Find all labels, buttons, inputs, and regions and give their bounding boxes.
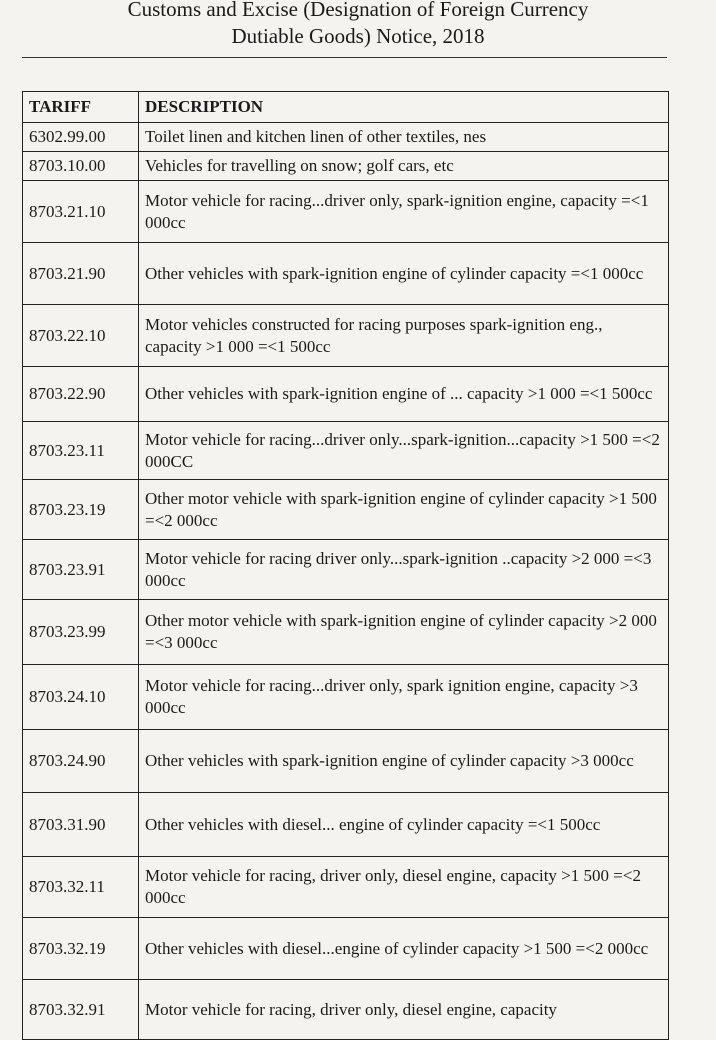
tariff-description: Motor vehicles constructed for racing purposes spark-ignition eng., capacity >1 000 =<1 500cc (139, 305, 669, 367)
tariff-description: Motor vehicle for racing, driver only, diesel engine, capacity >1 500 =<2 000cc (139, 857, 669, 918)
table-row (23, 540, 669, 600)
tariff-code: 8703.21.10 (23, 181, 139, 243)
tariff-description: Toilet linen and kitchen linen of other textiles, nes (139, 123, 669, 152)
column-header-tariff: TARIFF (23, 92, 139, 123)
table-row (23, 730, 669, 793)
tariff-code: 8703.23.99 (23, 600, 139, 665)
tariff-description: Motor vehicle for racing, driver only, diesel engine, capacity (139, 980, 669, 1040)
tariff-description: Motor vehicle for racing...driver only, spark ignition engine, capacity >3 000cc (139, 665, 669, 730)
tariff-description: Other motor vehicle with spark-ignition engine of cylinder capacity >2 000 =<3 000cc (139, 600, 669, 665)
table-row (23, 305, 669, 367)
table-row (23, 243, 669, 305)
tariff-description: Motor vehicle for racing...driver only, spark-ignition engine, capacity =<1 000cc (139, 181, 669, 243)
tariff-description: Motor vehicle for racing driver only...spark-ignition ..capacity >2 000 =<3 000cc (139, 540, 669, 600)
tariff-code: 8703.32.11 (23, 857, 139, 918)
tariff-code: 8703.23.11 (23, 422, 139, 480)
table-row (23, 665, 669, 730)
tariff-code: 8703.21.90 (23, 243, 139, 305)
table-row (23, 367, 669, 422)
tariff-description: Vehicles for travelling on snow; golf cars, etc (139, 152, 669, 181)
document-header (0, 0, 716, 50)
tariff-table (22, 91, 669, 1040)
tariff-code: 6302.99.00 (23, 123, 139, 152)
tariff-code: 8703.32.91 (23, 980, 139, 1040)
table-row (23, 600, 669, 665)
tariff-code: 8703.22.90 (23, 367, 139, 422)
table-row (23, 123, 669, 152)
tariff-description: Motor vehicle for racing...driver only...spark-ignition...capacity >1 500 =<2 000CC (139, 422, 669, 480)
tariff-code: 8703.22.10 (23, 305, 139, 367)
table-row (23, 980, 669, 1040)
tariff-code: 8703.24.90 (23, 730, 139, 793)
tariff-code: 8703.23.91 (23, 540, 139, 600)
tariff-description: Other vehicles with spark-ignition engine of ... capacity >1 000 =<1 500cc (139, 367, 669, 422)
tariff-description: Other motor vehicle with spark-ignition engine of cylinder capacity >1 500 =<2 000cc (139, 480, 669, 540)
table-row (23, 422, 669, 480)
column-header-description: DESCRIPTION (139, 92, 669, 123)
tariff-description: Other vehicles with diesel... engine of cylinder capacity =<1 500cc (139, 793, 669, 857)
tariff-code: 8703.31.90 (23, 793, 139, 857)
tariff-description: Other vehicles with spark-ignition engine of cylinder capacity =<1 000cc (139, 243, 669, 305)
header-line-2: Dutiable Goods) Notice, 2018 (231, 24, 485, 48)
table-header-row (23, 92, 669, 123)
tariff-description: Other vehicles with spark-ignition engine of cylinder capacity >3 000cc (139, 730, 669, 793)
table-row (23, 480, 669, 540)
table-row (23, 181, 669, 243)
tariff-code: 8703.10.00 (23, 152, 139, 181)
tariff-description: Other vehicles with diesel...engine of cylinder capacity >1 500 =<2 000cc (139, 918, 669, 980)
table-row (23, 793, 669, 857)
header-line-1: Customs and Excise (Designation of Foreign Currency (127, 0, 589, 21)
header-rule (22, 57, 667, 58)
table-row (23, 857, 669, 918)
tariff-code: 8703.32.19 (23, 918, 139, 980)
tariff-code: 8703.23.19 (23, 480, 139, 540)
table-row (23, 152, 669, 181)
tariff-code: 8703.24.10 (23, 665, 139, 730)
table-row (23, 918, 669, 980)
